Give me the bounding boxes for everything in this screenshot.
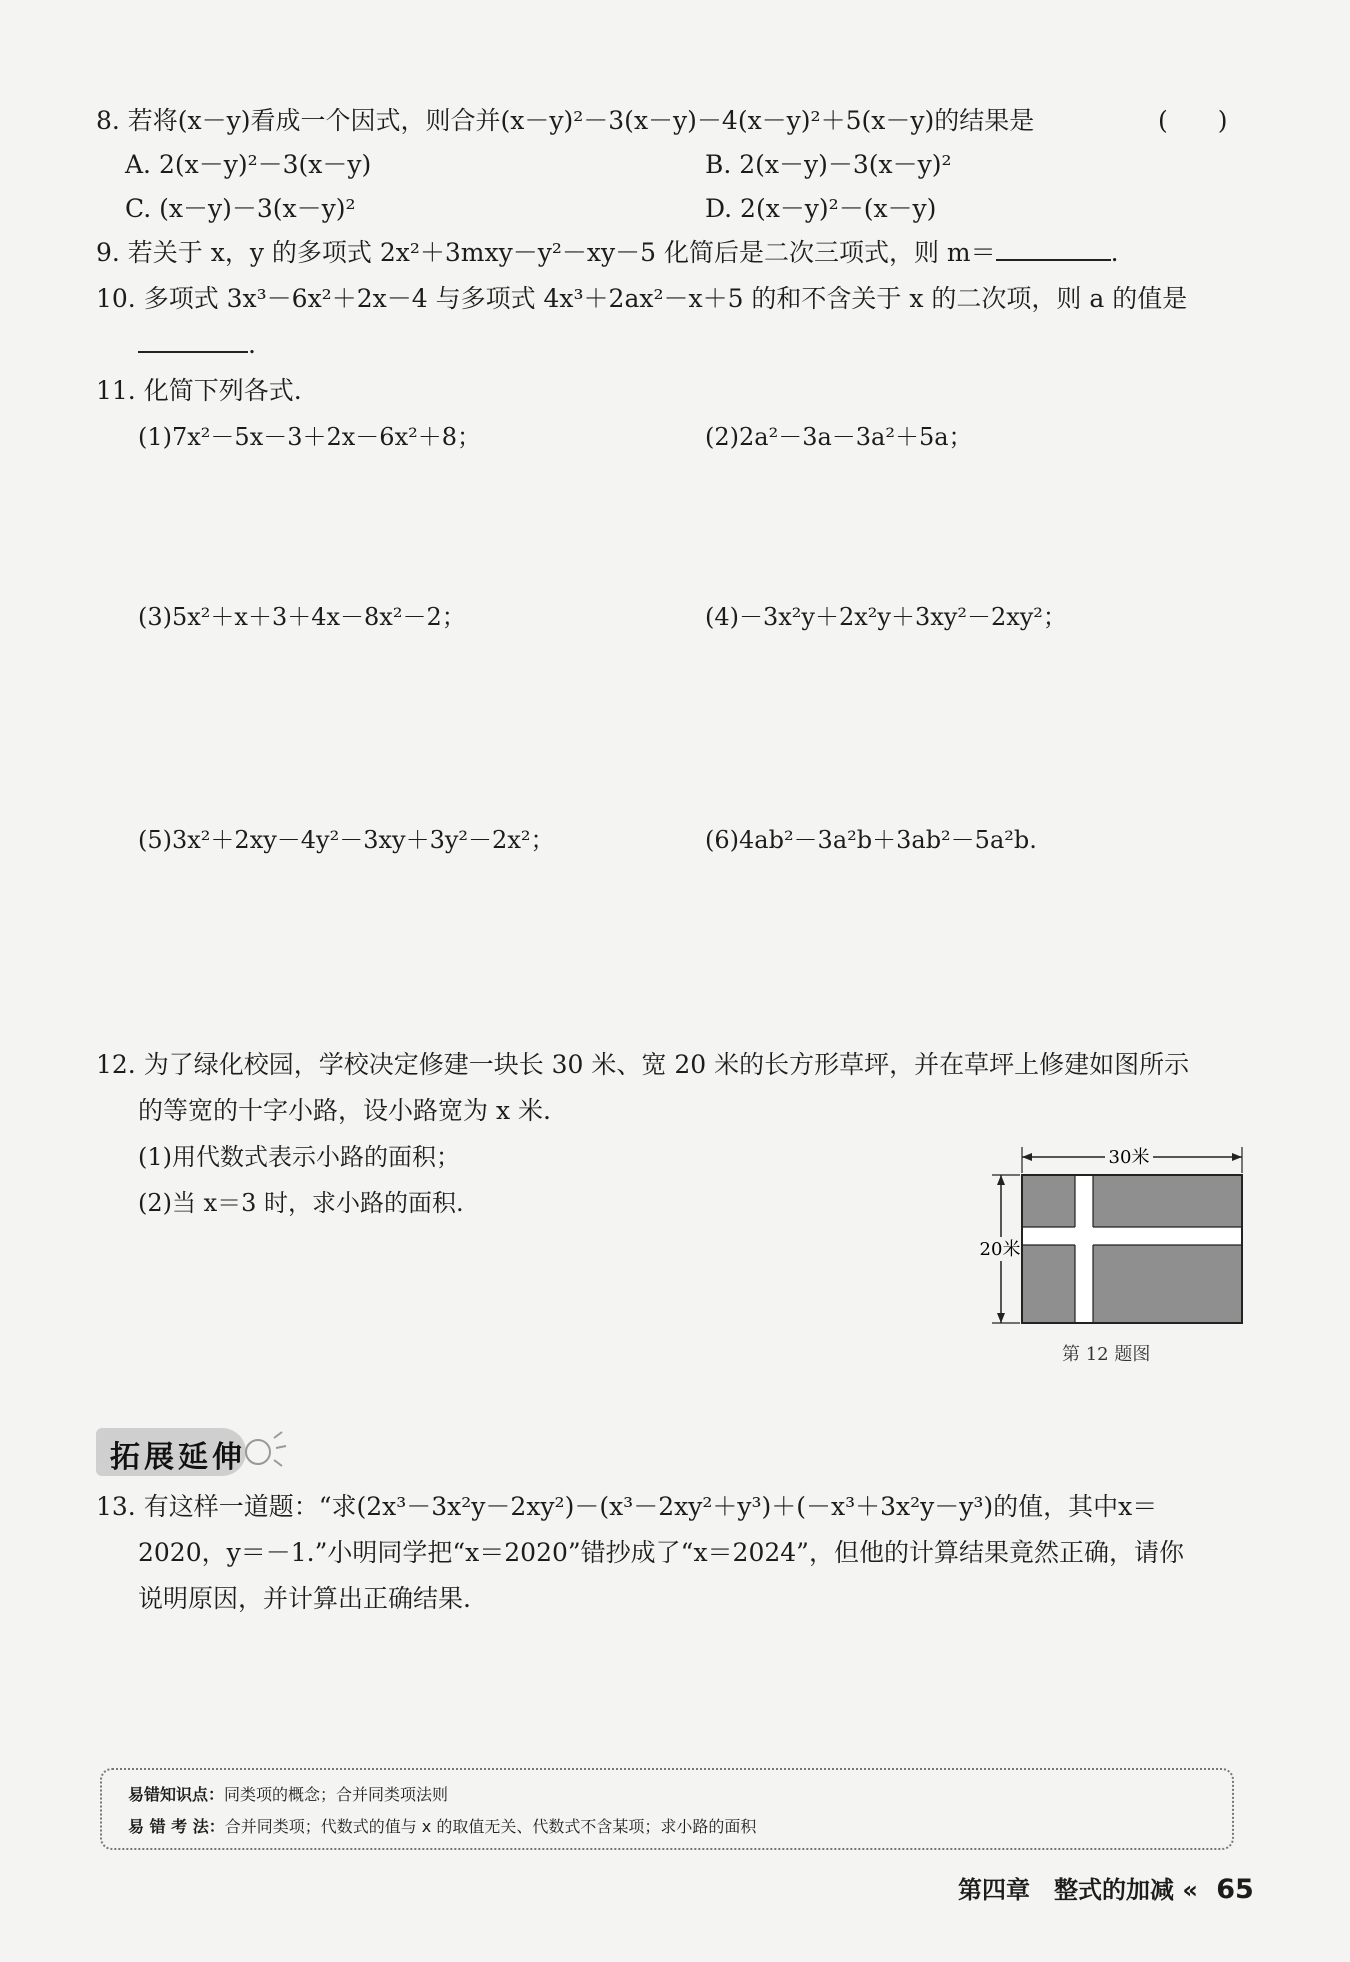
q11-part-1: (1)7x²－5x－3＋2x－6x²＋8； <box>138 423 481 451</box>
q11-part-2: (2)2a²－3a－3a²＋5a； <box>705 423 973 451</box>
chapter-title: 第四章 整式的加减 <box>958 1876 1174 1904</box>
note-knowledge-label: 易错知识点： <box>128 1785 225 1804</box>
q8-option-c: C. (x－y)－3(x－y)² <box>125 194 356 223</box>
double-chevron-icon: « <box>1182 1876 1198 1904</box>
note-method <box>128 1814 756 1837</box>
lawn-rectangle <box>1022 1175 1242 1323</box>
q9-end: . <box>1110 238 1119 267</box>
q8-stem-text: 8. 若将(x－y)看成一个因式，则合并(x－y)²－3(x－y)－4(x－y)²＋5(x－y)的结果是 <box>96 106 1035 135</box>
horizontal-path <box>1023 1227 1241 1245</box>
note-knowledge <box>128 1782 448 1805</box>
q9-stem <box>96 236 1119 270</box>
q9-text: 9. 若关于 x，y 的多项式 2x²＋3mxy－y²－xy－5 化简后是二次三项式，则 m＝ <box>96 238 996 267</box>
q11-part-5: (5)3x²＋2xy－4y²－3xy＋3y²－2x²； <box>138 826 555 854</box>
extension-title: 拓展延伸 <box>110 1440 246 1475</box>
q12-figure <box>980 1135 1260 1375</box>
q12-figure-caption: 第 12 题图 <box>1062 1344 1151 1365</box>
q11-part-4: (4)－3x²y＋2x²y＋3xy²－2xy²； <box>705 603 1067 631</box>
height-arrow-bottom <box>997 1313 1005 1323</box>
vertical-path <box>1075 1176 1093 1322</box>
q11-part-6: (6)4ab²－3a²b＋3ab²－5a²b. <box>705 826 1037 854</box>
width-label: 30米 <box>1108 1147 1150 1168</box>
q10-answer-blank[interactable] <box>138 347 248 353</box>
q12-part-2: (2)当 x＝3 时，求小路的面积. <box>138 1189 464 1217</box>
q8-stem <box>96 104 1034 138</box>
q8-answer-bracket: ( ) <box>1158 106 1228 135</box>
q10-answer-line <box>138 328 256 362</box>
q11-title: 11. 化简下列各式. <box>96 376 302 405</box>
note-method-text: 合并同类项；代数式的值与 x 的取值无关、代数式不含某项；求小路的面积 <box>224 1817 757 1836</box>
width-arrow-right <box>1232 1153 1242 1161</box>
q12-stem-line2: 的等宽的十字小路，设小路宽为 x 米. <box>138 1096 551 1125</box>
q13-line1: 13. 有这样一道题：“求(2x³－3x²y－2xy²)－(x³－2xy²＋y³)＋(－x³＋3x²y－y³)的值，其中x＝ <box>96 1492 1158 1521</box>
note-knowledge-text: 同类项的概念；合并同类项法则 <box>224 1785 449 1804</box>
q8-option-a: A. 2(x－y)²－3(x－y) <box>125 150 372 179</box>
q8-option-b: B. 2(x－y)－3(x－y)² <box>705 150 952 179</box>
page-number: 65 <box>1216 1874 1254 1905</box>
height-label: 20米 <box>980 1239 1021 1260</box>
q8-option-d: D. 2(x－y)²－(x－y) <box>705 194 937 223</box>
q10-stem: 10. 多项式 3x³－6x²＋2x－4 与多项式 4x³＋2ax²－x＋5 的和不含关于 x 的二次项，则 a 的值是 <box>96 284 1188 313</box>
q9-answer-blank[interactable] <box>996 255 1111 261</box>
page-footer <box>958 1870 1254 1905</box>
q12-stem-line1: 12. 为了绿化校园，学校决定修建一块长 30 米、宽 20 米的长方形草坪，并在草坪上修建如图所示 <box>96 1050 1190 1079</box>
width-arrow-left <box>1022 1153 1032 1161</box>
q12-part-1: (1)用代数式表示小路的面积； <box>138 1143 460 1171</box>
error-notes-box <box>100 1768 1234 1850</box>
q13-line3: 说明原因，并计算出正确结果. <box>138 1584 471 1613</box>
q10-end: . <box>248 330 256 359</box>
q13-line2: 2020，y＝－1.”小明同学把“x＝2020”错抄成了“x＝2024”，但他的计算结果竟然正确，请你 <box>138 1538 1184 1567</box>
height-arrow-top <box>997 1175 1005 1185</box>
note-method-label: 易 错 考 法： <box>128 1817 225 1836</box>
lightbulb-icon <box>244 1426 288 1476</box>
q11-part-3: (3)5x²＋x＋3＋4x－8x²－2； <box>138 603 466 631</box>
